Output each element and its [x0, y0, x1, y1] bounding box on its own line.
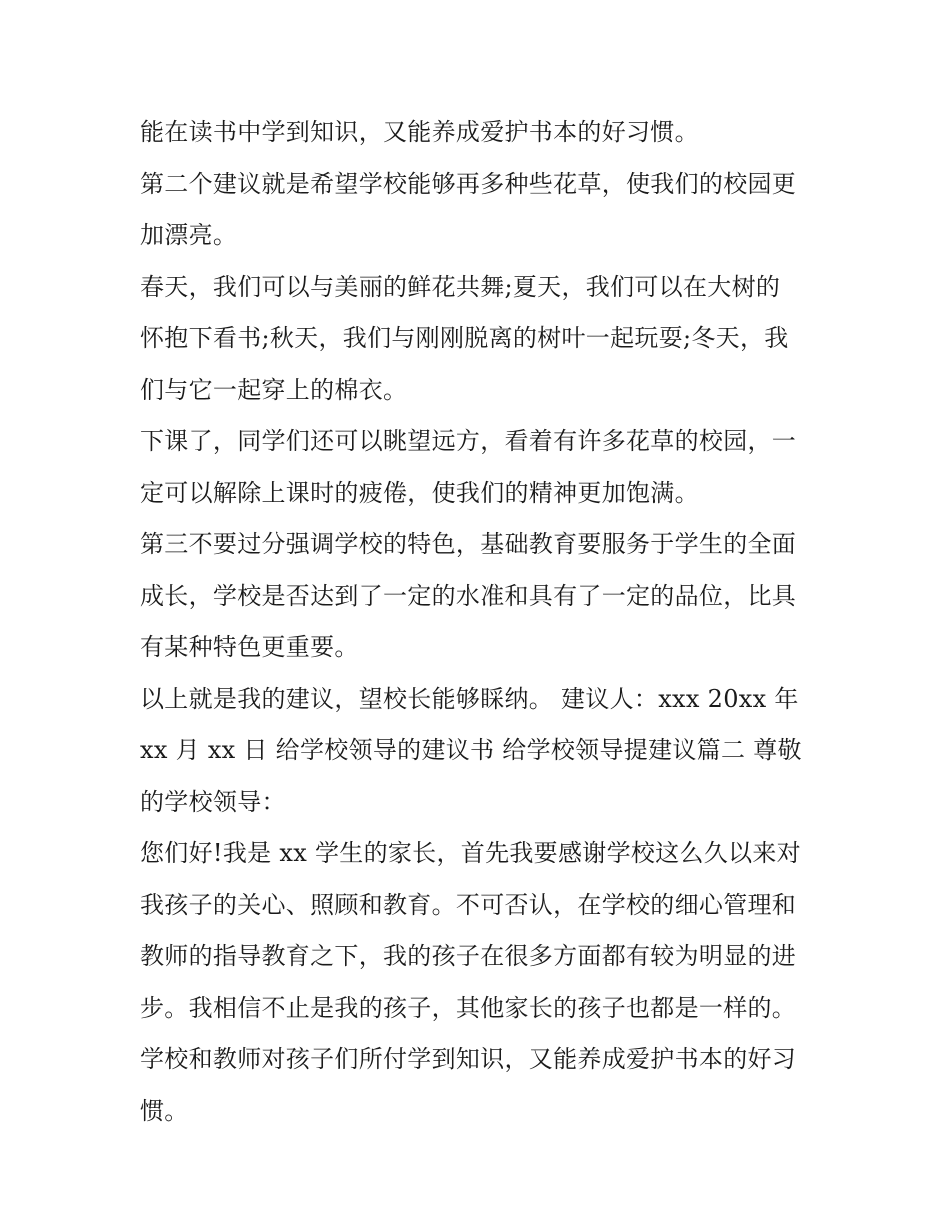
text-line: 学校和教师对孩子们所付学到知识，又能养成爱护书本的好习 — [140, 1045, 797, 1073]
text-line: 您们好!我是 xx 学生的家长，首先我要感谢学校这么久以来对 — [140, 839, 801, 867]
text-line: 惯。 — [140, 1096, 189, 1125]
text-line: 以上就是我的建议，望校长能够睬纳。 建议人：xxx 20xx 年 — [140, 684, 799, 713]
text-line: 步。我相信不止是我的孩子，其他家长的孩子也都是一样的。 — [140, 993, 797, 1022]
text-line: 的学校领导： — [140, 787, 286, 816]
text-line: 教师的指导教育之下，我的孩子在很多方面都有较为明显的进 — [140, 942, 797, 970]
text-line: xx 月 xx 日 给学校领导的建议书 给学校领导提建议篇二 尊敬 — [140, 736, 802, 764]
text-line: 下课了，同学们还可以眺望远方，看着有许多花草的校园，一 — [140, 427, 797, 455]
text-line: 成长，学校是否达到了一定的水准和具有了一定的品位，比具 — [140, 581, 797, 610]
text-line: 们与它一起穿上的棉衣。 — [140, 375, 408, 404]
text-line: 春天，我们可以与美丽的鲜花共舞;夏天，我们可以在大树的 — [140, 272, 781, 301]
text-line: 定可以解除上课时的疲倦，使我们的精神更加饱满。 — [140, 478, 699, 507]
text-line: 第二个建议就是希望学校能够再多种些花草，使我们的校园更 — [140, 169, 797, 198]
text-line: 第三不要过分强调学校的特色，基础教育要服务于学生的全面 — [140, 530, 797, 558]
text-line: 加漂亮。 — [140, 221, 238, 249]
text-line: 有某种特色更重要。 — [140, 633, 359, 661]
document-body — [140, 107, 820, 1137]
text-line: 我孩子的关心、照顾和教育。不可否认，在学校的细心管理和 — [140, 890, 797, 919]
text-line: 怀抱下看书;秋天，我们与刚刚脱离的树叶一起玩耍;冬天，我 — [140, 324, 789, 352]
text-line: 能在读书中学到知识，又能养成爱护书本的好习惯。 — [140, 118, 699, 146]
